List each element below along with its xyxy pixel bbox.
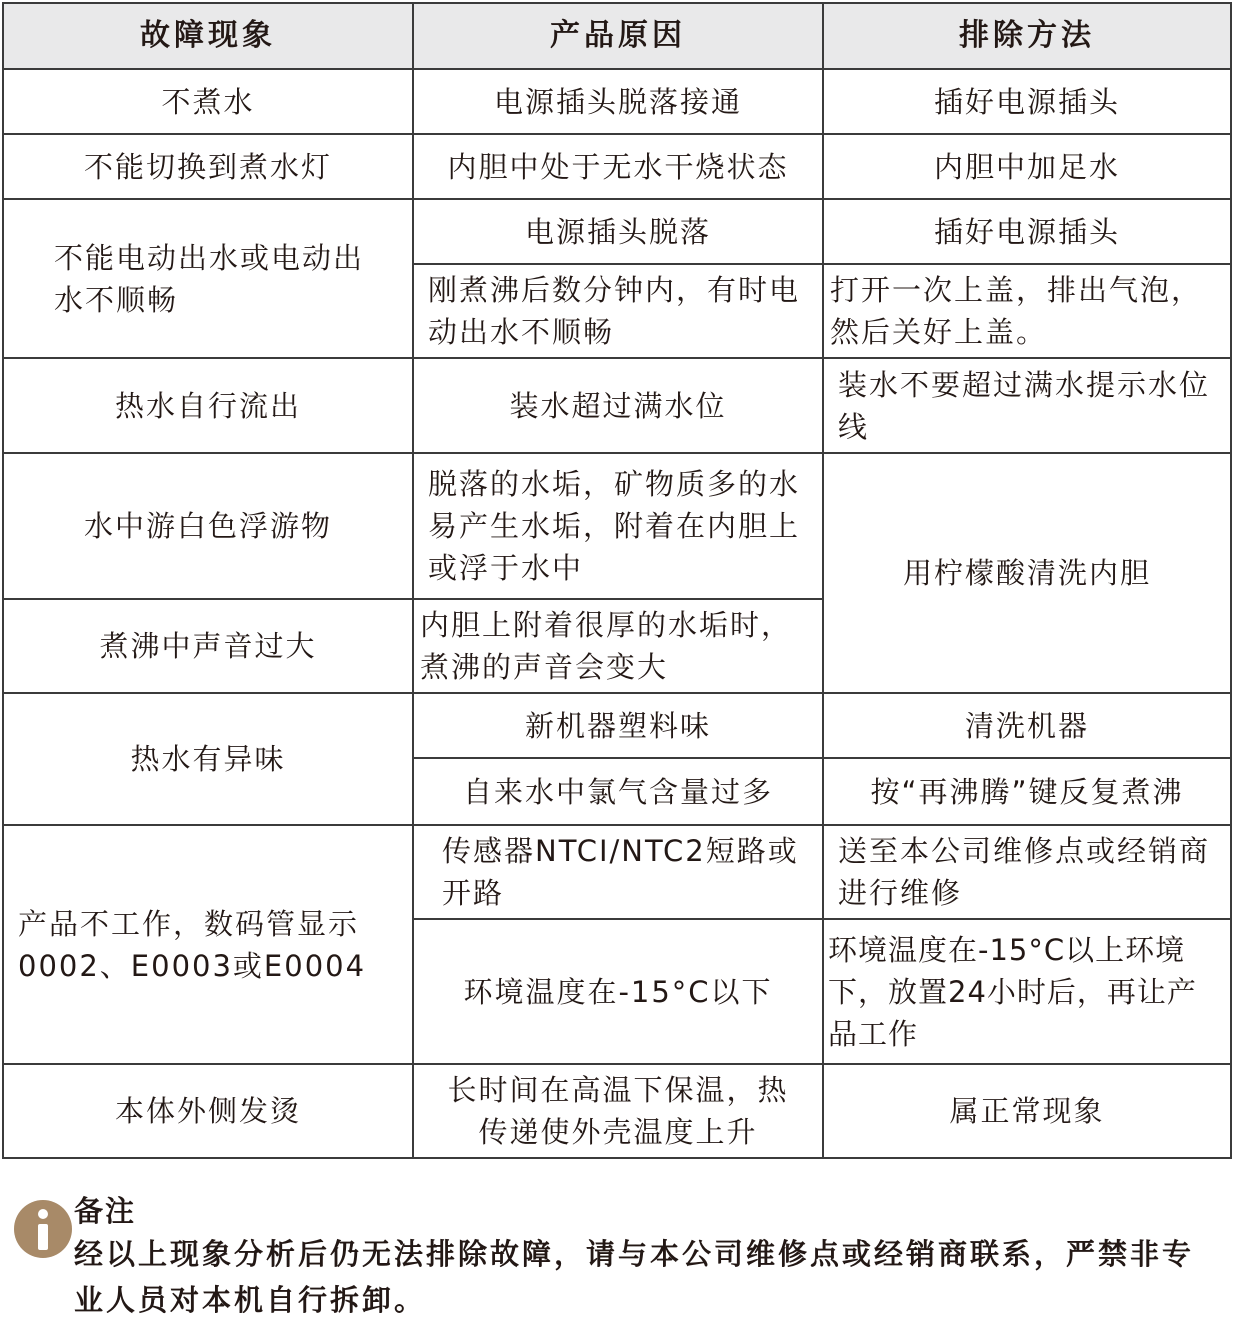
table-row bbox=[3, 134, 1231, 199]
cause-cell: 电源插头脱落 bbox=[413, 199, 823, 264]
table-row bbox=[3, 453, 1231, 599]
solution-cell: 装水不要超过满水提示水位线 bbox=[823, 358, 1231, 453]
header-cause: 产品原因 bbox=[413, 3, 823, 69]
cause-cell: 装水超过满水位 bbox=[413, 358, 823, 453]
cause-cell: 刚煮沸后数分钟内，有时电动出水不顺畅 bbox=[413, 264, 823, 358]
solution-cell: 按“再沸腾”键反复煮沸 bbox=[823, 758, 1231, 825]
symptom-cell: 煮沸中声音过大 bbox=[3, 599, 413, 693]
table-row bbox=[3, 693, 1231, 758]
cause-cell: 新机器塑料味 bbox=[413, 693, 823, 758]
note-title: 备注 bbox=[74, 1194, 137, 1228]
header-solution: 排除方法 bbox=[823, 3, 1231, 69]
troubleshooting-table bbox=[2, 2, 1232, 1159]
info-icon bbox=[14, 1200, 72, 1258]
symptom-cell: 热水有异味 bbox=[3, 693, 413, 825]
solution-cell: 清洗机器 bbox=[823, 693, 1231, 758]
cause-cell: 电源插头脱落接通 bbox=[413, 69, 823, 134]
solution-cell: 内胆中加足水 bbox=[823, 134, 1231, 199]
symptom-cell: 不能切换到煮水灯 bbox=[3, 134, 413, 199]
symptom-cell: 水中游白色浮游物 bbox=[3, 453, 413, 599]
note-text: 经以上现象分析后仍无法排除故障，请与本公司维修点或经销商联系，严禁非专业人员对本机自行拆卸。 bbox=[74, 1237, 1195, 1317]
cause-cell: 传感器NTCI/NTC2短路或开路 bbox=[413, 825, 823, 919]
cause-cell: 长时间在高温下保温，热传递使外壳温度上升 bbox=[413, 1064, 823, 1158]
solution-cell: 插好电源插头 bbox=[823, 69, 1231, 134]
symptom-cell: 不煮水 bbox=[3, 69, 413, 134]
table-row bbox=[3, 825, 1231, 919]
solution-cell: 插好电源插头 bbox=[823, 199, 1231, 264]
solution-cell: 环境温度在-15°C以上环境下，放置24小时后，再让产品工作 bbox=[823, 919, 1231, 1064]
table-row bbox=[3, 199, 1231, 264]
table-header-row bbox=[3, 3, 1231, 69]
cause-cell: 脱落的水垢，矿物质多的水易产生水垢，附着在内胆上或浮于水中 bbox=[413, 453, 823, 599]
table-row bbox=[3, 358, 1231, 453]
solution-cell: 送至本公司维修点或经销商进行维修 bbox=[823, 825, 1231, 919]
header-symptom: 故障现象 bbox=[3, 3, 413, 69]
solution-cell: 属正常现象 bbox=[823, 1064, 1231, 1158]
solution-cell: 打开一次上盖，排出气泡，然后关好上盖。 bbox=[823, 264, 1231, 358]
symptom-cell: 产品不工作，数码管显示0002、E0003或E0004 bbox=[3, 825, 413, 1064]
cause-cell: 内胆上附着很厚的水垢时，煮沸的声音会变大 bbox=[413, 599, 823, 693]
table-row bbox=[3, 1064, 1231, 1158]
cause-cell: 自来水中氯气含量过多 bbox=[413, 758, 823, 825]
cause-cell: 内胆中处于无水干烧状态 bbox=[413, 134, 823, 199]
solution-cell: 用柠檬酸清洗内胆 bbox=[823, 453, 1231, 693]
symptom-cell: 不能电动出水或电动出水不顺畅 bbox=[3, 199, 413, 358]
symptom-cell: 本体外侧发烫 bbox=[3, 1064, 413, 1158]
symptom-cell: 热水自行流出 bbox=[3, 358, 413, 453]
note-section bbox=[0, 1185, 1233, 1323]
cause-cell: 环境温度在-15°C以下 bbox=[413, 919, 823, 1064]
table-row bbox=[3, 69, 1231, 134]
